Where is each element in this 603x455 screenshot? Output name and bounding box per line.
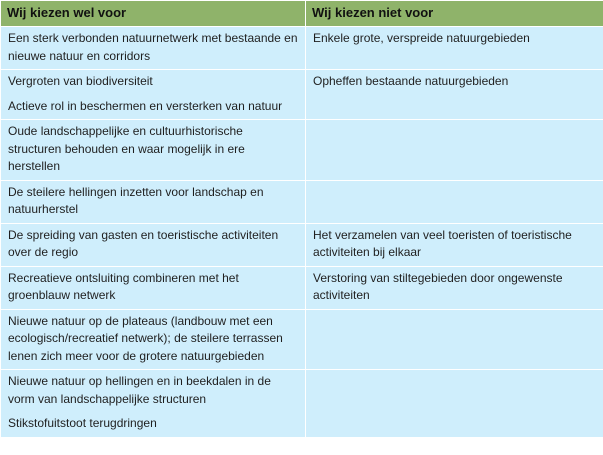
table-row — [1, 309, 603, 370]
cell-niet-voor — [306, 370, 603, 413]
cell-wel-voor: De spreiding van gasten en toeristische activiteiten over de regio — [1, 223, 306, 266]
table-row — [1, 266, 603, 309]
header-row — [1, 1, 603, 27]
cell-niet-voor: Opheffen bestaande natuurgebieden — [306, 70, 603, 95]
cell-wel-voor: Een sterk verbonden natuurnetwerk met bestaande en nieuwe natuur en corridors — [1, 27, 306, 70]
cell-niet-voor — [306, 95, 603, 120]
cell-wel-voor: Recreatieve ontsluiting combineren met het groenblauw netwerk — [1, 266, 306, 309]
table-row — [1, 120, 603, 181]
cell-wel-voor: Stikstofuitstoot terugdringen — [1, 412, 306, 437]
table-row — [1, 412, 603, 437]
header-niet-voor: Wij kiezen niet voor — [306, 1, 603, 27]
table-row — [1, 70, 603, 95]
cell-wel-voor: Vergroten van biodiversiteit — [1, 70, 306, 95]
table-row — [1, 95, 603, 120]
cell-niet-voor: Het verzamelen van veel toeristen of toeristische activiteiten bij elkaar — [306, 223, 603, 266]
cell-niet-voor — [306, 180, 603, 223]
cell-niet-voor — [306, 309, 603, 370]
cell-niet-voor: Verstoring van stiltegebieden door ongewenste activiteiten — [306, 266, 603, 309]
cell-wel-voor: Oude landschappelijke en cultuurhistorische structuren behouden en waar mogelijk in ere herstellen — [1, 120, 306, 181]
header-wel-voor: Wij kiezen wel voor — [1, 1, 306, 27]
table-row — [1, 370, 603, 413]
cell-niet-voor — [306, 120, 603, 181]
cell-wel-voor: Nieuwe natuur op hellingen en in beekdalen in de vorm van landschappelijke structuren — [1, 370, 306, 413]
cell-wel-voor: De steilere hellingen inzetten voor landschap en natuurherstel — [1, 180, 306, 223]
table-row — [1, 180, 603, 223]
cell-niet-voor — [306, 412, 603, 437]
cell-wel-voor: Actieve rol in beschermen en versterken van natuur — [1, 95, 306, 120]
cell-niet-voor: Enkele grote, verspreide natuurgebieden — [306, 27, 603, 70]
table-row — [1, 223, 603, 266]
table-row — [1, 27, 603, 70]
cell-wel-voor: Nieuwe natuur op de plateaus (landbouw met een ecologisch/recreatief netwerk); de steilere terrassen lenen zich meer voor de grotere natuurgebieden — [1, 309, 306, 370]
